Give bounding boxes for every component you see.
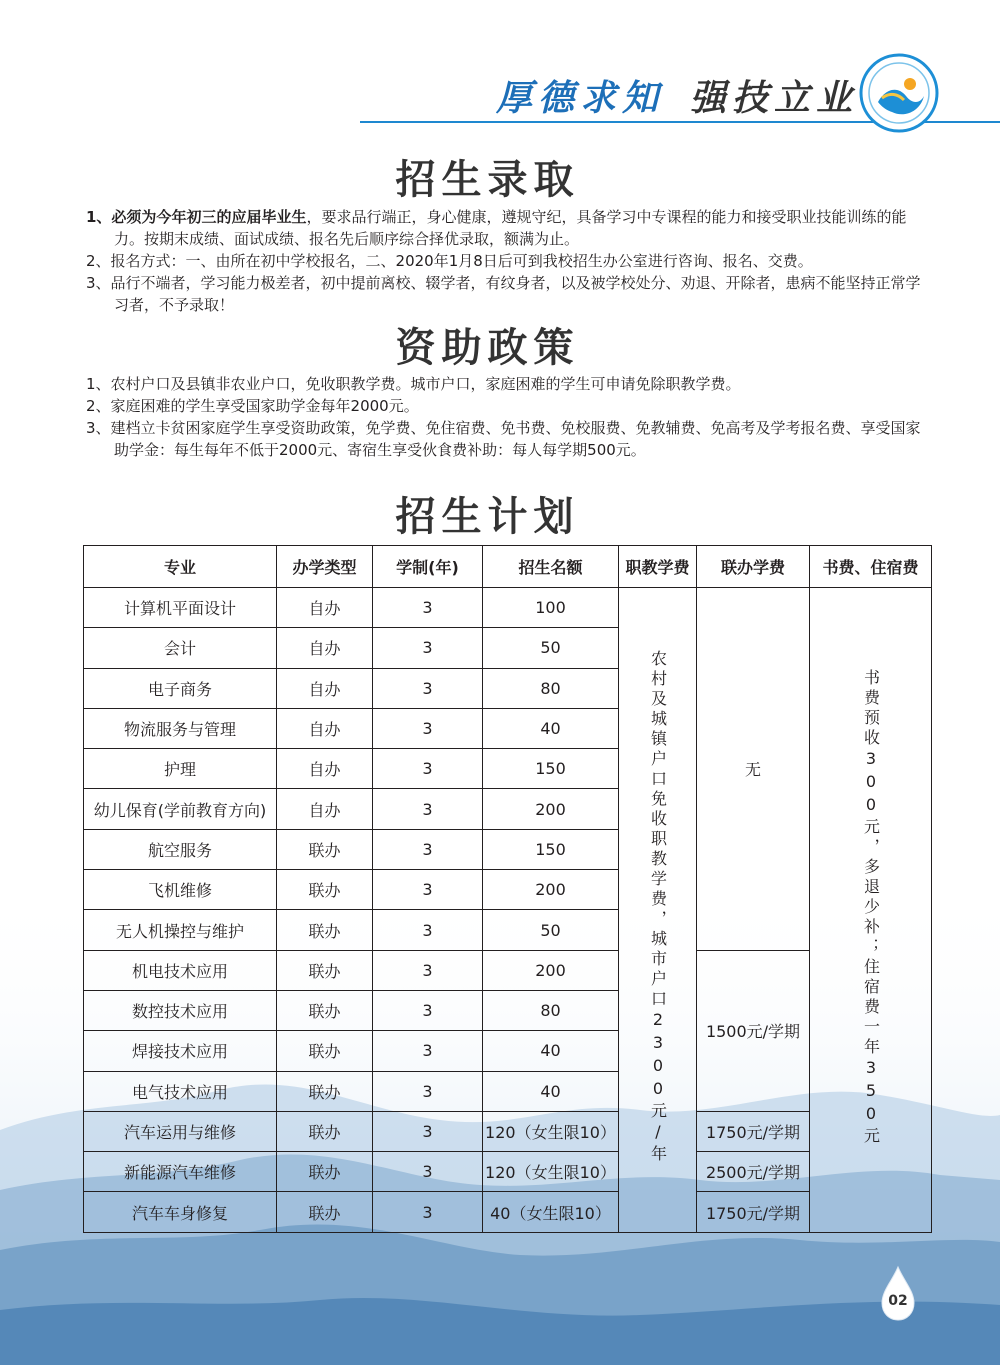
- cell-major: 机电技术应用: [84, 950, 277, 990]
- cell-major: 无人机操控与维护: [84, 910, 277, 950]
- cell-vocational-fee: 农村及城镇户口免收职教学费，城市户口2300元/年: [619, 588, 697, 1233]
- cell-quota: 40: [483, 1031, 619, 1071]
- enrollment-plan-table: [83, 545, 932, 1233]
- cell-major: 电子商务: [84, 668, 277, 708]
- table-row: [84, 588, 932, 628]
- cell-major: 数控技术应用: [84, 990, 277, 1030]
- cell-type: 自办: [277, 628, 373, 668]
- cell-type: 联办: [277, 870, 373, 910]
- aid-item-3: 3、建档立卡贫困家庭学生享受资助政策，免学费、免住宿费、免书费、免校服费、免教辅费、免高考及学考报名费、享受国家助学金：每生每年不低于2000元、寄宿生享受伙食费补助：每人每学期500元。: [86, 419, 921, 459]
- cell-years: 3: [373, 910, 483, 950]
- cell-major: 飞机维修: [84, 870, 277, 910]
- cell-type: 联办: [277, 1071, 373, 1111]
- cell-years: 3: [373, 789, 483, 829]
- cell-type: 联办: [277, 990, 373, 1030]
- cell-joint-fee-2500: 2500元/学期: [697, 1152, 810, 1192]
- cell-major: 航空服务: [84, 829, 277, 869]
- cell-quota: 200: [483, 870, 619, 910]
- admission-item-3: 3、品行不端者，学习能力极差者，初中提前离校、辍学者，有纹身者，以及被学校处分、劝退、开除者，患病不能坚持正常学习者，不予录取！: [86, 274, 921, 314]
- cell-years: 3: [373, 990, 483, 1030]
- cell-major: 物流服务与管理: [84, 708, 277, 748]
- header-type: 办学类型: [277, 546, 373, 588]
- table-row: [84, 1192, 932, 1232]
- cell-type: 联办: [277, 1111, 373, 1151]
- cell-quota: 200: [483, 950, 619, 990]
- cell-quota: 100: [483, 588, 619, 628]
- cell-years: 3: [373, 628, 483, 668]
- school-motto-right: 强技立业: [690, 77, 859, 119]
- cell-years: 3: [373, 829, 483, 869]
- cell-type: 联办: [277, 1192, 373, 1232]
- cell-years: 3: [373, 1111, 483, 1151]
- cell-type: 联办: [277, 829, 373, 869]
- cell-type: 自办: [277, 708, 373, 748]
- cell-type: 联办: [277, 910, 373, 950]
- table-row: [84, 1111, 932, 1151]
- page-number: 02: [888, 1293, 908, 1309]
- cell-major: 汽车车身修复: [84, 1192, 277, 1232]
- cell-book-lodging-fee: 书费预收300元，多退少补；住宿费一年350元: [810, 588, 932, 1233]
- header-major: 专业: [84, 546, 277, 588]
- cell-quota: 80: [483, 990, 619, 1030]
- cell-years: 3: [373, 950, 483, 990]
- cell-quota: 50: [483, 628, 619, 668]
- school-logo-icon: [858, 52, 940, 134]
- table-row: [84, 950, 932, 990]
- cell-quota: 40: [483, 1071, 619, 1111]
- cell-joint-fee-1750: 1750元/学期: [697, 1111, 810, 1151]
- cell-type: 联办: [277, 950, 373, 990]
- cell-years: 3: [373, 870, 483, 910]
- cell-major: 新能源汽车维修: [84, 1152, 277, 1192]
- cell-quota: 50: [483, 910, 619, 950]
- cell-quota: 200: [483, 789, 619, 829]
- cell-major: 电气技术应用: [84, 1071, 277, 1111]
- header-quota: 招生名额: [483, 546, 619, 588]
- cell-major: 幼儿保育(学前教育方向): [84, 789, 277, 829]
- aid-title: 资助政策: [395, 324, 580, 371]
- plan-title: 招生计划: [395, 493, 580, 540]
- school-motto-left: 厚德求知: [496, 77, 665, 119]
- header-book-lodging-fee: 书费、住宿费: [810, 546, 932, 588]
- cell-major: 护理: [84, 749, 277, 789]
- cell-quota: 120（女生限10）: [483, 1152, 619, 1192]
- cell-major: 焊接技术应用: [84, 1031, 277, 1071]
- header-years: 学制(年): [373, 546, 483, 588]
- header-joint-fee: 联办学费: [697, 546, 810, 588]
- cell-years: 3: [373, 708, 483, 748]
- cell-type: 自办: [277, 668, 373, 708]
- table-header-row: [84, 546, 932, 588]
- admission-title: 招生录取: [395, 156, 580, 203]
- cell-major: 会计: [84, 628, 277, 668]
- cell-joint-fee-1500: 1500元/学期: [697, 950, 810, 1111]
- cell-years: 3: [373, 588, 483, 628]
- cell-joint-fee-1750: 1750元/学期: [697, 1192, 810, 1232]
- admission-item-2: 2、报名方式：一、由所在初中学校报名，二、2020年1月8日后可到我校招生办公室进行咨询、报名、交费。: [86, 252, 813, 270]
- table-row: [84, 1152, 932, 1192]
- cell-years: 3: [373, 1071, 483, 1111]
- cell-type: 自办: [277, 789, 373, 829]
- cell-joint-fee-none: 无: [697, 588, 810, 951]
- cell-quota: 40（女生限10）: [483, 1192, 619, 1232]
- cell-major: 汽车运用与维修: [84, 1111, 277, 1151]
- cell-type: 自办: [277, 749, 373, 789]
- cell-quota: 150: [483, 749, 619, 789]
- aid-list: [86, 373, 931, 461]
- cell-type: 联办: [277, 1152, 373, 1192]
- cell-quota: 80: [483, 668, 619, 708]
- aid-item-1: 1、农村户口及县镇非农业户口，免收职教学费。城市户口，家庭困难的学生可申请免除职教学费。: [86, 375, 741, 393]
- cell-type: 联办: [277, 1031, 373, 1071]
- header-vocational-fee: 职教学费: [619, 546, 697, 588]
- cell-years: 3: [373, 668, 483, 708]
- cell-years: 3: [373, 1152, 483, 1192]
- page-number-badge: [878, 1263, 926, 1323]
- cell-years: 3: [373, 1192, 483, 1232]
- aid-item-2: 2、家庭困难的学生享受国家助学金每年2000元。: [86, 397, 419, 415]
- cell-years: 3: [373, 749, 483, 789]
- cell-major: 计算机平面设计: [84, 588, 277, 628]
- cell-quota: 120（女生限10）: [483, 1111, 619, 1151]
- admission-item-1: 1、必须为今年初三的应届毕业生，要求品行端正，身心健康，遵规守纪，具备学习中专课程的能力和接受职业技能训练的能力。按期末成绩、面试成绩、报名先后顺序综合择优录取，额满为止。: [86, 208, 907, 248]
- cell-quota: 150: [483, 829, 619, 869]
- cell-years: 3: [373, 1031, 483, 1071]
- cell-quota: 40: [483, 708, 619, 748]
- admission-list: [86, 206, 931, 316]
- cell-type: 自办: [277, 588, 373, 628]
